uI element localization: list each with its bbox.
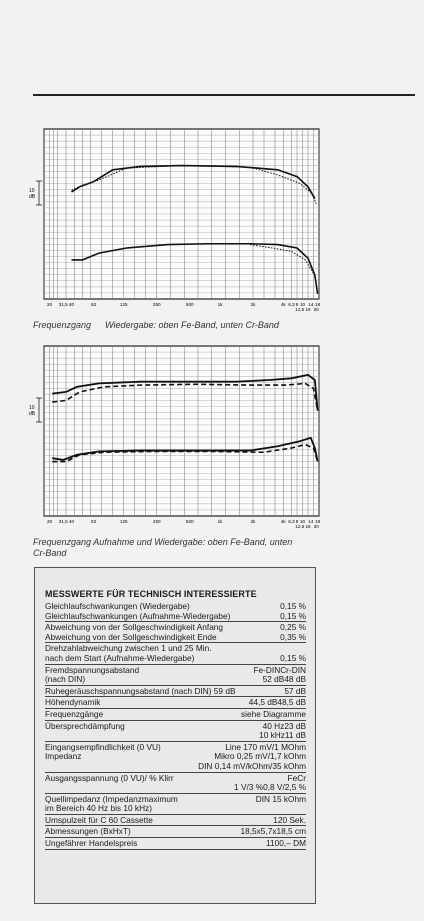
x-tick-label: 20 — [46, 519, 53, 524]
measurement-line — [45, 731, 306, 741]
measurement-value: DIN 0,14 mV/kOhm/35 kOhm — [198, 760, 306, 771]
measurement-row — [45, 686, 306, 698]
measurement-label: Ungefährer Handelspreis — [45, 838, 138, 849]
frequency-chart-playback — [20, 123, 326, 318]
measurement-line — [45, 675, 306, 685]
measurement-label: Höhendynamik — [45, 697, 101, 708]
caption-playback — [33, 320, 279, 331]
measurement-label: Gleichlaufschwankungen (Wiedergabe) — [45, 601, 190, 611]
measurement-row — [45, 601, 306, 622]
frequency-chart-record-playback — [20, 340, 326, 535]
measurement-title: MESSWERTE FÜR TECHNISCH INTERESSIERTE — [45, 589, 257, 599]
measurement-value: 52 dB — [262, 674, 285, 685]
scale-label-top: 10 — [29, 188, 35, 194]
x-tick-sub-label: 20 — [313, 307, 319, 312]
measurement-value: Fe — [287, 772, 298, 783]
measurement-value: 0,15 % — [280, 610, 306, 621]
x-tick-label: 8 — [295, 302, 299, 307]
caption-record-playback-line2: Cr-Band — [33, 548, 67, 558]
measurement-line — [45, 687, 306, 697]
measurement-value-2: 0,8 V/2,5 % — [263, 782, 306, 793]
measurement-label: Fremdspannungsabstand — [45, 664, 140, 675]
x-tick-label: 8 — [295, 519, 299, 524]
measurement-value: 10 kHz — [259, 730, 285, 741]
measurement-value: 0,15 % — [280, 652, 306, 663]
x-tick-label: 125 — [119, 302, 128, 307]
measurement-row — [45, 622, 306, 643]
measurement-label: im Bereich 40 Hz bis 10 kHz) — [45, 803, 152, 814]
measurement-value: 40 Hz — [262, 720, 285, 731]
measurement-value: 120 Sek. — [273, 814, 306, 825]
measurement-line — [45, 827, 306, 837]
measurement-value: 1100,– DM — [266, 838, 306, 849]
measurement-line — [45, 633, 306, 643]
measurement-label: Drehzahlabweichung zwischen 1 und 25 Min. — [45, 643, 212, 654]
scale-label-bottom: dB — [29, 194, 36, 200]
x-tick-label: 250 — [152, 519, 161, 524]
measurement-value-2: Cr — [297, 772, 306, 783]
top-rule — [33, 94, 415, 96]
x-tick-label: 2k — [250, 519, 256, 524]
measurement-row — [45, 815, 306, 827]
measurement-line — [45, 612, 306, 622]
x-tick-label: 18 — [315, 302, 321, 307]
x-tick-sub-label: 16 — [305, 524, 311, 529]
x-tick-label: 125 — [119, 519, 128, 524]
x-tick-label: 63 — [90, 302, 97, 307]
caption-record-playback — [33, 537, 292, 559]
measurement-value: 1 V/3 % — [234, 782, 264, 793]
x-tick-label: 31,5 — [58, 519, 68, 524]
x-tick-sub-label: 20 — [313, 524, 319, 529]
measurement-value-2: 48,5 dB — [277, 697, 306, 708]
measurement-line — [45, 710, 306, 720]
measurement-label: Abweichung von der Sollgeschwindigkeit Ende — [45, 631, 217, 642]
measurement-row — [45, 794, 306, 815]
measurement-value-2: 23 dB — [284, 720, 306, 731]
measurement-line — [45, 804, 306, 814]
x-tick-label: 500 — [185, 519, 194, 524]
measurement-line — [45, 816, 306, 826]
x-tick-label: 14 — [308, 302, 314, 307]
measurement-row — [45, 697, 306, 709]
measurement-label: Umspulzeit für C 60 Cassette — [45, 814, 153, 825]
measurement-line — [45, 783, 306, 793]
x-tick-sub-label: 16 — [305, 307, 311, 312]
measurement-label: Impedanz — [45, 751, 82, 762]
measurement-row — [45, 665, 306, 686]
measurement-value-2: Cr-DIN — [280, 664, 306, 675]
x-tick-label: 1k — [217, 302, 223, 307]
x-tick-label: 14 — [308, 519, 314, 524]
measurement-row — [45, 742, 306, 773]
x-tick-label: 500 — [185, 302, 194, 307]
measurement-label: Übersprechdämpfung — [45, 720, 125, 731]
measurement-value: 57 dB — [284, 685, 306, 696]
measurement-line — [45, 654, 306, 664]
x-tick-sub-label: 12,5 — [295, 307, 305, 312]
x-tick-label: 6,3 — [288, 519, 295, 524]
measurement-label: Frequenzgänge — [45, 708, 104, 719]
measurement-row — [45, 826, 306, 838]
scale-label-top: 10 — [29, 405, 35, 411]
measurement-value: 44,5 dB — [248, 697, 278, 708]
x-tick-label: 18 — [315, 519, 321, 524]
measurement-value: siehe Diagramme — [240, 708, 306, 719]
measurement-row — [45, 773, 306, 794]
measurement-box — [34, 567, 316, 904]
measurement-row — [45, 721, 306, 742]
x-tick-label: 10 — [299, 302, 306, 307]
x-tick-label: 10 — [299, 519, 306, 524]
measurement-value: DIN 15 kOhm — [255, 793, 306, 804]
measurement-label: Ausgangsspannung (0 VU)/ % Klirr — [45, 772, 174, 783]
x-tick-label: 40 — [68, 519, 75, 524]
measurement-line — [45, 839, 306, 849]
x-tick-label: 31,5 — [58, 302, 68, 307]
x-tick-label: 250 — [152, 302, 161, 307]
caption-record-playback-line1: Frequenzgang Aufnahme und Wiedergabe: oben Fe-Band, unten — [33, 537, 293, 547]
measurement-row — [45, 838, 306, 850]
x-tick-label: 40 — [68, 302, 75, 307]
measurement-label: nach dem Start (Aufnahme-Wiedergabe) — [45, 652, 195, 663]
measurement-line — [45, 698, 306, 708]
measurement-row — [45, 643, 306, 664]
measurement-label: Abmessungen (BxHxT) — [45, 826, 131, 837]
measurement-label: Quellimpedanz (Impedanzmaximum — [45, 793, 178, 804]
x-tick-label: 1k — [217, 519, 223, 524]
measurement-value: Fe-DIN — [253, 664, 281, 675]
caption-playback-label: Frequenzgang — [33, 320, 92, 330]
x-tick-label: 20 — [46, 302, 53, 307]
measurement-label: Abweichung von der Sollgeschwindigkeit Anfang — [45, 622, 224, 633]
x-tick-label: 4k — [280, 519, 286, 524]
x-tick-label: 4k — [280, 302, 286, 307]
measurement-row — [45, 709, 306, 721]
measurement-value: 18,5x5,7x18,5 cm — [240, 826, 306, 837]
caption-playback-text: Wiedergabe: oben Fe-Band, unten Cr-Band — [105, 320, 279, 330]
measurement-value: Line 170 mV/1 MOhm — [225, 741, 306, 752]
x-tick-label: 6,3 — [288, 302, 295, 307]
measurement-label: Ruhegeräuschspannungsabstand (nach DIN) 59 dB — [45, 685, 236, 696]
measurement-value: Mikro 0,25 mV/1,7 kOhm — [214, 751, 306, 762]
measurement-label: Eingangsempfindlichkeit (0 VU) — [45, 741, 161, 752]
measurement-label: (nach DIN) — [45, 674, 86, 685]
measurement-rows — [45, 601, 306, 850]
measurement-value: 0,35 % — [280, 631, 306, 642]
measurement-label: Gleichlaufschwankungen (Aufnahme-Wiedergabe) — [45, 610, 231, 621]
measurement-value: 0,15 % — [280, 601, 306, 611]
x-tick-sub-label: 12,5 — [295, 524, 305, 529]
measurement-value-2: 11 dB — [284, 730, 306, 741]
scale-label-bottom: dB — [29, 411, 36, 417]
measurement-line — [45, 762, 306, 772]
measurement-value-2: 48 dB — [284, 674, 306, 685]
measurement-value: 0,25 % — [280, 622, 306, 633]
x-tick-label: 63 — [90, 519, 97, 524]
x-tick-label: 2k — [250, 302, 256, 307]
